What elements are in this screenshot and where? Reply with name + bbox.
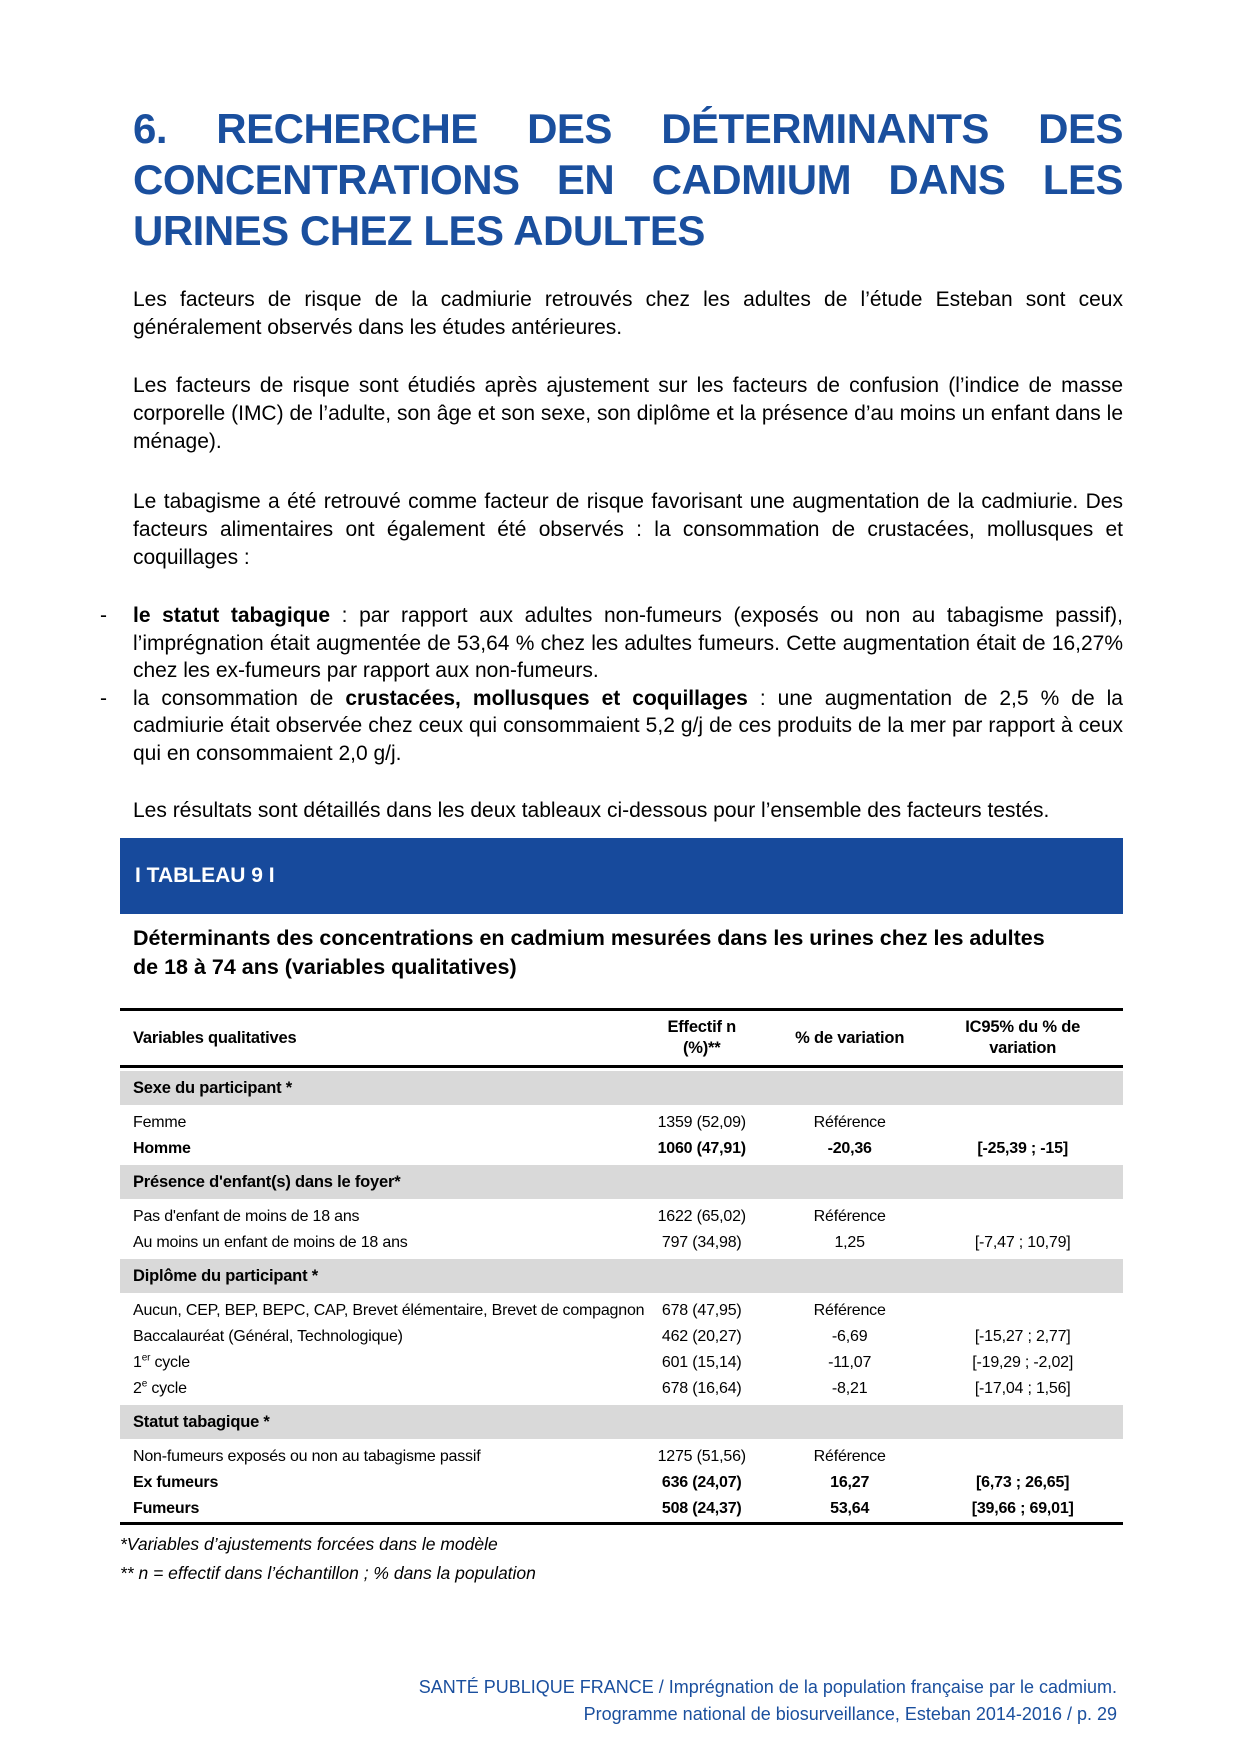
bullet-rest-text: : une augmentation de 2,5 % de la cadmiurie était observée chez ceux qui consommaient 5,2 g/j de ces produits de la mer par rapport à ceux qui en consommaient 2,0 g/j. — [133, 686, 1123, 765]
table-row-femme — [120, 1110, 1123, 1136]
cell-effectif: 678 (16,64) — [661, 1380, 742, 1397]
cell-variation: -8,21 — [831, 1380, 868, 1397]
tableau-banner — [120, 838, 1123, 914]
table-row-pas-enfant — [120, 1204, 1123, 1230]
cell-label: Pas d'enfant de moins de 18 ans — [133, 1208, 360, 1225]
cell-label-base: 1 — [133, 1354, 142, 1371]
table-row-homme — [120, 1136, 1123, 1162]
cell-label — [120, 1376, 627, 1402]
footnote-ajustements: *Variables d’ajustements forcées dans le modèle — [120, 1534, 498, 1554]
table-row-ex-fumeurs — [120, 1470, 1123, 1496]
cell-variation: -11,07 — [828, 1354, 872, 1371]
table-row-non-fumeurs — [120, 1444, 1123, 1470]
bullet-dash: - — [100, 604, 107, 627]
cell-variation: Référence — [813, 1302, 886, 1319]
cell-ic: [39,66 ; 69,01] — [971, 1500, 1074, 1517]
header-pct-variation: % de variation — [777, 1011, 922, 1068]
table-row-1er-cycle — [120, 1350, 1123, 1376]
table-footnotes — [120, 1530, 1123, 1588]
cell-ic: [-15,27 ; 2,77] — [974, 1328, 1071, 1345]
cell-effectif: 797 (34,98) — [661, 1234, 742, 1251]
footer-line1: SANTÉ PUBLIQUE FRANCE / Imprégnation de la population française par le cadmium. — [418, 1677, 1117, 1697]
page-content — [0, 103, 1241, 1588]
header-effectif-line1: Effectif n — [667, 1018, 737, 1036]
section-row-enfants — [120, 1162, 1123, 1204]
cell-label: Homme — [133, 1140, 191, 1157]
table-row-fumeurs — [120, 1496, 1123, 1522]
section-row-statut-tabagique — [120, 1402, 1123, 1444]
cell-ic: [-19,29 ; -2,02] — [972, 1354, 1074, 1371]
footer-line2: Programme national de biosurveillance, Esteban 2014-2016 / p. 29 — [583, 1704, 1117, 1724]
determinants-table — [120, 1008, 1123, 1525]
cell-variation: -20,36 — [827, 1140, 872, 1157]
section-title: Statut tabagique * — [120, 1405, 1123, 1439]
cell-effectif: 1359 (52,09) — [657, 1114, 746, 1131]
cell-ic — [922, 1298, 1123, 1324]
header-variables-qualitatives: Variables qualitatives — [120, 1011, 627, 1068]
cell-variation: Référence — [813, 1208, 886, 1225]
cell-label: Ex fumeurs — [133, 1474, 219, 1491]
cell-variation: Référence — [813, 1114, 886, 1131]
cell-variation: Référence — [813, 1448, 886, 1465]
paragraph-adjustment: Les facteurs de risque sont étudiés après ajustement sur les facteurs de confusion (l’indice de masse corporelle (IMC) de l’adulte, son âge et son sexe, son diplôme et la présence d’au moins un enfant dans le ménage). — [133, 374, 1123, 453]
cell-label-rest: cycle — [147, 1380, 187, 1397]
cell-variation: -6,69 — [831, 1328, 868, 1345]
cell-label: Fumeurs — [133, 1500, 200, 1517]
cell-label — [120, 1350, 627, 1376]
cell-label: Femme — [133, 1114, 187, 1131]
tableau-banner-label: I TABLEAU 9 I — [135, 864, 275, 887]
cell-variation: 1,25 — [834, 1234, 865, 1251]
cell-variation: 16,27 — [830, 1474, 870, 1491]
cell-ic: [-17,04 ; 1,56] — [974, 1380, 1071, 1397]
section-title: Présence d'enfant(s) dans le foyer* — [120, 1165, 1123, 1199]
paragraph-closing: Les résultats sont détaillés dans les deux tableaux ci-dessous pour l’ensemble des facteurs testés. — [133, 799, 1050, 822]
cell-ic — [922, 1110, 1123, 1136]
bullet-item-statut-tabagique — [100, 602, 1123, 685]
table-row-aucun-diplome — [120, 1298, 1123, 1324]
bullet-text — [133, 602, 1123, 685]
cell-label-base: 2 — [133, 1380, 142, 1397]
section-row-sexe — [120, 1068, 1123, 1110]
header-ic95-line2: variation — [989, 1039, 1057, 1057]
cell-ic — [922, 1444, 1123, 1470]
cell-effectif: 1622 (65,02) — [657, 1208, 746, 1225]
header-ic95-line1: IC95% du % de — [965, 1018, 1081, 1036]
cell-label: Aucun, CEP, BEP, BEPC, CAP, Brevet élémentaire, Brevet de compagnon — [133, 1302, 645, 1319]
cell-effectif: 678 (47,95) — [661, 1302, 742, 1319]
bullet-list — [100, 602, 1123, 767]
bullet-bold-label: crustacées, mollusques et coquillages — [345, 686, 748, 710]
cell-label-rest: cycle — [150, 1354, 190, 1371]
section-title: Diplôme du participant * — [120, 1259, 1123, 1293]
header-effectif — [627, 1011, 777, 1068]
table-title-line2: de 18 à 74 ans (variables qualitatives) — [133, 955, 517, 979]
section-row-diplome — [120, 1256, 1123, 1298]
bullet-dash: - — [100, 686, 107, 710]
cell-effectif: 601 (15,14) — [661, 1354, 742, 1371]
bullet-item-consommation — [100, 685, 1123, 768]
paragraph-tabagisme: Le tabagisme a été retrouvé comme facteur de risque favorisant une augmentation de la cadmiurie. Des facteurs alimentaires ont également été observés : la consommation de crustacées, mollusques et coquillages : — [133, 490, 1123, 569]
cell-label: Non-fumeurs exposés ou non au tabagisme passif — [133, 1448, 481, 1465]
cell-effectif: 1060 (47,91) — [657, 1140, 746, 1157]
section-heading: 6. RECHERCHE DES DÉTERMINANTS DES CONCENTRATIONS EN CADMIUM DANS LES URINES CHEZ LES ADULTES — [133, 105, 1123, 254]
cell-label-sup: er — [141, 1352, 151, 1364]
cell-ic: [-7,47 ; 10,79] — [974, 1234, 1071, 1251]
cell-label-sup: e — [141, 1378, 148, 1390]
cell-variation: 53,64 — [830, 1500, 870, 1517]
table-row-au-moins-un-enfant — [120, 1230, 1123, 1256]
cell-ic — [922, 1204, 1123, 1230]
bullet-rest-text: : par rapport aux adultes non-fumeurs (exposés ou non au tabagisme passif), l’imprégnation était augmentée de 53,64 % chez les adultes fumeurs. Cette augmentation était de 16,27% chez les ex-fumeurs par rapport aux non-fumeurs. — [133, 604, 1123, 682]
cell-label: Au moins un enfant de moins de 18 ans — [133, 1234, 408, 1251]
table-row-2e-cycle — [120, 1376, 1123, 1402]
table-title-line1: Déterminants des concentrations en cadmium mesurées dans les urines chez les adultes — [133, 926, 1045, 950]
table-row-baccalaureat — [120, 1324, 1123, 1350]
paragraph-intro: Les facteurs de risque de la cadmiurie retrouvés chez les adultes de l’étude Esteban sont ceux généralement observés dans les études antérieures. — [133, 288, 1123, 339]
bullet-text — [133, 685, 1123, 768]
cell-label: Baccalauréat (Général, Technologique) — [133, 1328, 403, 1345]
section-title: Sexe du participant * — [120, 1071, 1123, 1105]
cell-ic: [-25,39 ; -15] — [977, 1140, 1068, 1157]
cell-effectif: 508 (24,37) — [661, 1500, 742, 1517]
header-ic95 — [922, 1011, 1123, 1068]
cell-effectif: 1275 (51,56) — [657, 1448, 746, 1465]
cell-ic: [6,73 ; 26,65] — [976, 1474, 1070, 1491]
bullet-bold-label: le statut tabagique — [133, 604, 331, 627]
bullet-pre-text: la consommation de — [133, 686, 346, 710]
table-title — [133, 924, 1123, 982]
cell-effectif: 636 (24,07) — [661, 1474, 742, 1491]
table-header-row — [120, 1011, 1123, 1068]
page-footer — [419, 1674, 1117, 1728]
header-effectif-line2: (%)** — [682, 1039, 721, 1057]
footnote-effectif: ** n = effectif dans l’échantillon ; % dans la population — [120, 1563, 536, 1583]
cell-effectif: 462 (20,27) — [661, 1328, 742, 1345]
